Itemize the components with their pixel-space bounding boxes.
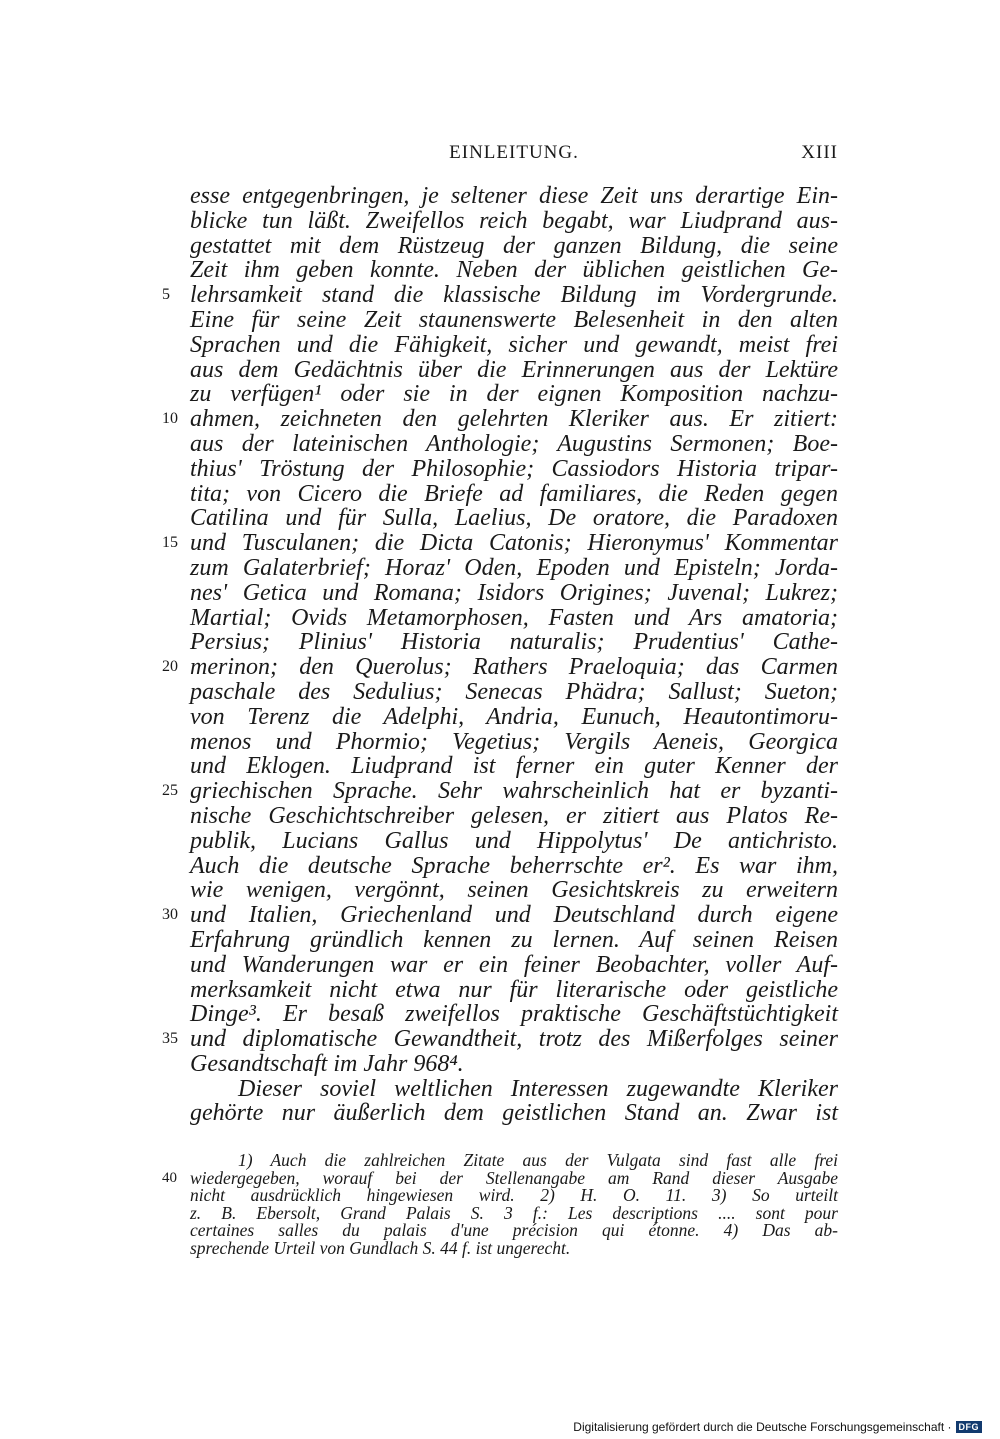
text-line	[190, 630, 838, 655]
line-text: und diplomatische Gewandtheit, trotz des Mißerfolges seiner	[190, 1026, 838, 1053]
text-line	[190, 1002, 838, 1027]
line-text: aus der lateinischen Anthologie; Augustins Sermonen; Boe-	[190, 430, 838, 457]
text-line	[190, 854, 838, 879]
line-number: 20	[162, 658, 178, 676]
text-line	[190, 928, 838, 953]
header-title: EINLEITUNG.	[449, 142, 579, 163]
line-text: Persius; Plinius' Historia naturalis; Prudentius' Cathe-	[190, 629, 838, 656]
line-text: ahmen, zeichneten den gelehrten Kleriker aus. Er zitiert:	[190, 406, 838, 433]
line-text: Dinge³. Er besaß zweifellos praktische Geschäftstüchtigkeit	[190, 1001, 838, 1028]
footnote-text: nicht ausdrücklich hingewiesen wird. 2) H. O. 11. 3) So urteilt	[190, 1185, 838, 1206]
footnote-text: sprechende Urteil von Gundlach S. 44 f. ist ungerecht.	[190, 1237, 571, 1258]
page-number: XIII	[801, 142, 838, 163]
footnote-text: certaines salles du palais d'une précision qui étonne. 4) Das ab-	[190, 1220, 838, 1241]
line-text: Auch die deutsche Sprache beherrschte er². Es war ihm,	[190, 852, 838, 879]
line-text: blicke tun läßt. Zweifellos reich begabt, war Liudprand aus-	[190, 207, 838, 234]
text-line	[190, 878, 838, 903]
line-number: 35	[162, 1030, 178, 1048]
line-number: 30	[162, 906, 178, 924]
text-line	[190, 432, 838, 457]
line-text: nes' Getica und Romana; Isidors Origines; Juvenal; Lukrez;	[190, 579, 838, 606]
line-text: Catilina und für Sulla, Laelius, De oratore, die Paradoxen	[190, 505, 838, 532]
footnote-line	[190, 1237, 838, 1258]
footnote-text: 1) Auch die zahlreichen Zitate aus der Vulgata sind fast alle frei	[238, 1150, 838, 1170]
line-text: Sprachen und die Fähigkeit, sicher und gewandt, meist frei	[190, 331, 838, 358]
text-line	[162, 1026, 838, 1053]
text-line	[190, 705, 838, 730]
line-text: wie wenigen, vergönnt, seinen Gesichtskreis zu erweitern	[190, 877, 838, 904]
line-text: von Terenz die Adelphi, Andria, Eunuch, Heautontimoru-	[190, 703, 838, 730]
text-line	[190, 333, 838, 358]
line-text: und Tusculanen; die Dicta Catonis; Hieronymus' Kommentar	[190, 530, 838, 557]
line-text: zum Galaterbrief; Horaz' Oden, Epoden und Episteln; Jorda-	[190, 554, 838, 581]
dfg-logo: DFG	[956, 1421, 983, 1433]
line-text: paschale des Sedulius; Senecas Phädra; Sallust; Sueton;	[190, 678, 838, 705]
footnote-text: z. B. Ebersolt, Grand Palais S. 3 f.: Les descriptions .... sont pour	[190, 1202, 838, 1223]
line-text: nische Geschichtschreiber gelesen, er zitiert aus Platos Re-	[190, 802, 838, 829]
main-text	[162, 183, 838, 1127]
text-line	[190, 382, 838, 407]
line-text: und Wanderungen war er ein feiner Beobachter, voller Auf-	[190, 951, 838, 978]
line-text: Eine für seine Zeit staunenswerte Belesenheit in den alten	[190, 306, 838, 333]
line-text: lehrsamkeit stand die klassische Bildung im Vordergrunde.	[190, 282, 838, 309]
line-text: merinon; den Querolus; Rathers Praeloquia; das Carmen	[190, 654, 838, 681]
text-line	[162, 282, 838, 309]
line-text: gestattet mit dem Rüstzeug der ganzen Bildung, die seine	[190, 232, 838, 259]
line-number: 15	[162, 534, 178, 552]
line-text: tita; von Cicero die Briefe ad familiares, die Reden gegen	[190, 480, 838, 507]
line-text: Zeit ihm geben konnte. Neben der üblichen geistlichen Ge-	[190, 257, 838, 284]
footnotes	[162, 1150, 838, 1258]
text-line	[190, 308, 838, 333]
text-line	[190, 234, 838, 259]
line-number: 5	[162, 286, 170, 304]
text-line	[190, 209, 838, 234]
text-line	[162, 654, 838, 681]
text-line	[190, 556, 838, 581]
credit-text: Digitalisierung gefördert durch die Deutsche Forschungsgemeinschaft ·	[573, 1420, 952, 1434]
text-line	[190, 730, 838, 755]
text-line	[190, 754, 838, 779]
text-line	[190, 606, 838, 631]
line-text: merksamkeit nicht etwa nur für literarische oder geistliche	[190, 976, 838, 1003]
line-text: und Italien, Griechenland und Deutschland durch eigene	[190, 902, 838, 929]
footnote-text: wiedergegeben, worauf bei der Stellenangabe am Rand dieser Ausgabe	[190, 1167, 838, 1188]
line-text: publik, Lucians Gallus und Hippolytus' De antichristo.	[190, 827, 838, 854]
line-number: 25	[162, 782, 178, 800]
text-line	[162, 902, 838, 929]
text-line	[190, 581, 838, 606]
text-line	[162, 778, 838, 805]
digitization-credit	[573, 1420, 982, 1434]
line-text: menos und Phormio; Vegetius; Vergils Aeneis, Georgica	[190, 728, 838, 755]
text-line	[190, 457, 838, 482]
line-number: 10	[162, 410, 178, 428]
line-text: griechischen Sprache. Sehr wahrscheinlich hat er byzanti-	[190, 778, 838, 805]
line-text: aus dem Gedächtnis über die Erinnerungen aus der Lektüre	[190, 356, 838, 383]
line-text: Dieser soviel weltlichen Interessen zugewandte Kleriker	[238, 1075, 838, 1102]
line-text: gehörte nur äußerlich dem geistlichen Stand an. Zwar ist	[190, 1100, 838, 1127]
line-text: zu verfügen¹ oder sie in der eignen Komposition nachzu-	[190, 381, 838, 408]
line-text: Martial; Ovids Metamorphosen, Fasten und Ars amatoria;	[190, 604, 838, 631]
line-text: Gesandtschaft im Jahr 968⁴.	[190, 1050, 464, 1077]
line-number: 40	[162, 1169, 177, 1186]
text-line	[190, 258, 838, 283]
running-header	[190, 142, 838, 172]
text-line	[190, 953, 838, 978]
line-text: Erfahrung gründlich kennen zu lernen. Auf seinen Reisen	[190, 926, 838, 953]
text-line	[190, 1101, 838, 1126]
text-line	[190, 1052, 838, 1077]
text-line	[190, 804, 838, 829]
text-line	[190, 1077, 838, 1102]
text-line	[190, 482, 838, 507]
text-line	[190, 184, 838, 209]
text-line	[162, 406, 838, 433]
text-line	[190, 358, 838, 383]
text-line	[190, 506, 838, 531]
text-line	[190, 829, 838, 854]
text-line	[162, 530, 838, 557]
line-text: esse entgegenbringen, je seltener diese Zeit uns derartige Ein-	[190, 183, 838, 209]
text-line	[190, 680, 838, 705]
text-line	[190, 978, 838, 1003]
line-text: und Eklogen. Liudprand ist ferner ein guter Kenner der	[190, 753, 838, 780]
line-text: thius' Tröstung der Philosophie; Cassiodors Historia tripar-	[190, 455, 838, 482]
